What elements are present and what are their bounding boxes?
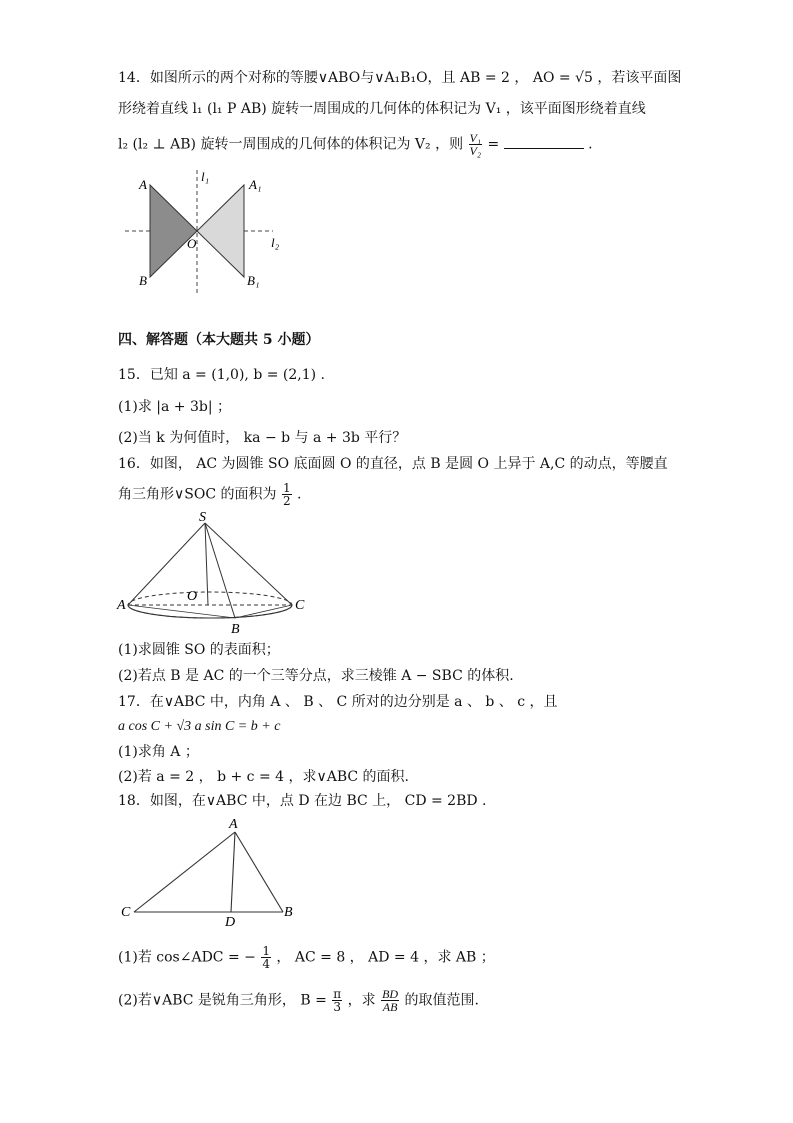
- q18-p1-fraction: [261, 945, 271, 970]
- figure-triangle: [118, 815, 308, 930]
- label-A: A: [229, 817, 238, 832]
- q16-line1: 16．如图， AC 为圆锥 SO 底面圆 O 的直径，点 B 是圆 O 上异于 A,C 的动点，等腰直: [118, 456, 668, 472]
- label-C: C: [295, 598, 305, 613]
- q18-p2-den: 3: [333, 1000, 342, 1014]
- label-A: A: [117, 598, 126, 613]
- q18-p2-end: 的取值范围.: [404, 992, 479, 1009]
- label-O: O: [187, 589, 198, 604]
- q18-p2-den2: AB: [382, 1000, 398, 1014]
- segment-AD: [231, 832, 235, 912]
- segment-BC: [235, 605, 292, 618]
- label-A1: A₁: [249, 177, 262, 192]
- q18-p1-den: 4: [262, 957, 270, 971]
- label-O: O: [187, 236, 197, 251]
- label-A: A: [139, 177, 147, 192]
- q17-part1: (1)求角 A ；: [118, 744, 199, 760]
- q14-frac-num: V₁: [469, 131, 482, 145]
- q14-line3: [118, 132, 593, 157]
- label-B: B: [284, 905, 293, 920]
- cone-base-front: [128, 605, 292, 618]
- q16-frac-den: 2: [282, 494, 291, 508]
- q15-part2: (2)当 k 为何值时， ka − b 与 a + 3b 平行？: [118, 430, 407, 446]
- edge-SO: [205, 523, 208, 605]
- q16-line2: [118, 482, 301, 507]
- q14-line2: 形绕着直线 l₁ (l₁ P AB) 旋转一周围成的几何体的体积记为 V₁ ，该平面图形绕着直线: [118, 101, 646, 117]
- q18-part2: [118, 988, 479, 1013]
- q18-p2-fraction-b: [332, 988, 342, 1013]
- q14-line1: 14．如图所示的两个对称的等腰∨ABO与∨A₁B₁O，且 AB = 2 ， AO = √5 ，若该平面图: [118, 70, 682, 86]
- label-B: B: [139, 273, 147, 288]
- q17-line2: a cos C + √3 a sin C = b + c: [118, 719, 281, 734]
- q14-period: .: [588, 136, 593, 153]
- q16-part2: (2)若点 B 是 AC 的一个三等分点，求三棱锥 A − SBC 的体积.: [118, 668, 514, 684]
- label-B: B: [231, 622, 240, 637]
- triangle-A1B1O: [197, 185, 244, 277]
- q18-p2-mid: ，求: [347, 992, 376, 1009]
- triangle-ABO: [150, 185, 197, 277]
- label-C: C: [121, 905, 131, 920]
- section-heading: 四、解答题（本大题共 5 小题）: [118, 332, 320, 348]
- q18-p2-num: π: [333, 987, 342, 1001]
- q16-frac-num: 1: [282, 481, 291, 495]
- figure-bowtie: [125, 165, 295, 295]
- q14-frac-den: V₂: [469, 144, 482, 158]
- q18-part1: [118, 945, 495, 970]
- label-l1: l₁: [201, 169, 210, 184]
- q16-part1: (1)求圆锥 SO 的表面积；: [118, 642, 280, 658]
- segment-AB: [128, 605, 235, 618]
- side-CA: [134, 832, 235, 912]
- q18-p1-text: (1)若 cos∠ADC = −: [118, 949, 256, 966]
- q14-equals: =: [487, 136, 504, 153]
- q17-part2: (2)若 a = 2 ， b + c = 4 ，求∨ABC 的面积.: [118, 769, 410, 785]
- q18-p2-num2: BD: [382, 987, 399, 1001]
- q18-p2-fraction-ratio: [381, 988, 399, 1013]
- label-l2: l₂: [271, 235, 280, 250]
- label-S: S: [199, 510, 206, 525]
- label-D: D: [225, 915, 236, 930]
- q18-p1-rest: ， AC = 8 ， AD = 4 ，求 AB ；: [276, 949, 495, 966]
- q16-fraction: [282, 482, 292, 507]
- q15-part1: (1)求 |a + 3b| ；: [118, 399, 232, 415]
- q18-p2-text: (2)若∨ABC 是锐角三角形， B =: [118, 992, 327, 1009]
- q14-line3-text: l₂ (l₂ ⊥ AB) 旋转一周围成的几何体的体积记为 V₂ ，则: [118, 136, 464, 153]
- figure-cone: [115, 508, 305, 638]
- q16-period: .: [297, 486, 302, 503]
- label-B1: B₁: [247, 273, 260, 288]
- q17-line1: 17．在∨ABC 中，内角 A 、 B 、 C 所对的边分别是 a 、 b 、 c ，且: [118, 694, 558, 710]
- q18-p1-num: 1: [262, 944, 270, 958]
- q18-line1: 18．如图，在∨ABC 中，点 D 在边 BC 上， CD = 2BD .: [118, 793, 487, 809]
- q15-stem: 15．已知 a = (1,0), b = (2,1) .: [118, 367, 326, 383]
- q14-fraction: [469, 132, 483, 157]
- answer-blank[interactable]: [504, 136, 584, 149]
- side-AB: [235, 832, 283, 912]
- q16-line2-text: 角三角形∨SOC 的面积为: [118, 486, 277, 503]
